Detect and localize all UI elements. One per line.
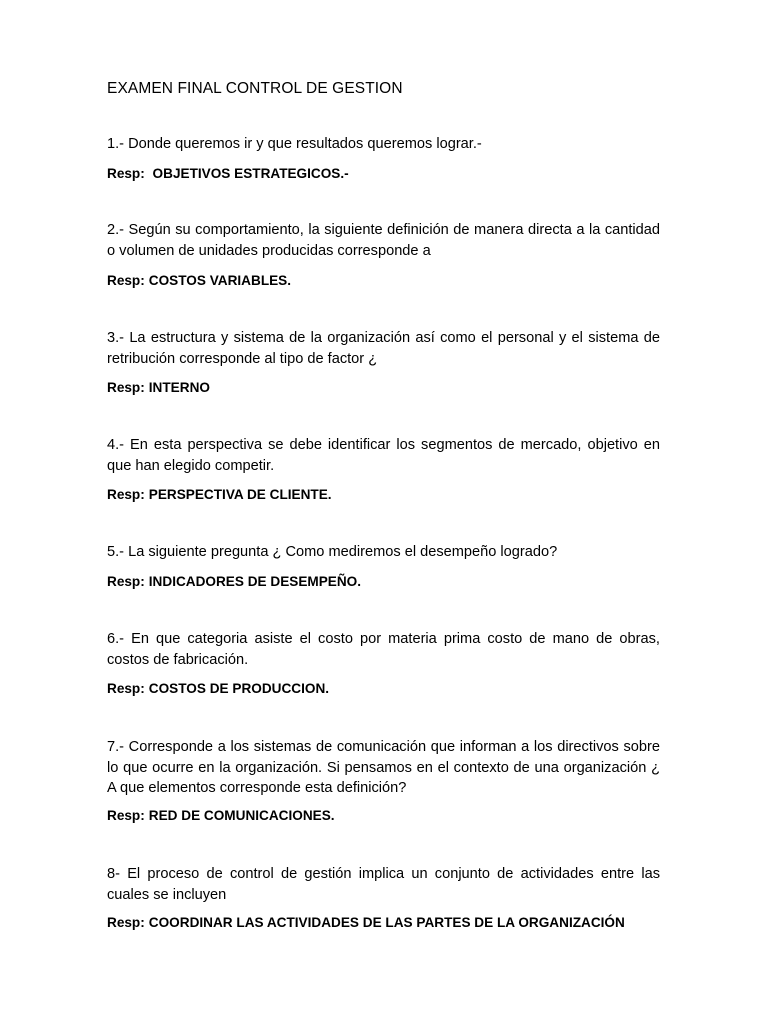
document-title: EXAMEN FINAL CONTROL DE GESTION	[107, 80, 403, 97]
answer-text: INTERNO	[148, 380, 210, 395]
resp-label: Resp:	[107, 681, 145, 696]
answer-2	[107, 272, 687, 290]
answer-text: COSTOS VARIABLES.	[148, 273, 292, 288]
question-2: 2.- Según su comportamiento, la siguiente definición de manera directa a la cantidad o volumen de unidades producidas corresponde a	[107, 222, 660, 259]
answer-4	[107, 486, 687, 504]
answer-5	[107, 573, 687, 591]
answer-7	[107, 807, 687, 825]
answer-8	[107, 914, 687, 932]
answer-3	[107, 379, 687, 397]
resp-label: Resp:	[107, 166, 149, 181]
resp-label: Resp:	[107, 574, 145, 589]
resp-label: Resp:	[107, 380, 145, 395]
question-5: 5.- La siguiente pregunta ¿ Como mediremos el desempeño logrado?	[107, 544, 558, 560]
answer-text: COORDINAR LAS ACTIVIDADES DE LAS PARTES DE LA ORGANIZACIÓN	[148, 915, 625, 930]
answer-1	[107, 165, 687, 183]
question-7: 7.- Corresponde a los sistemas de comunicación que informan a los directivos sobre lo que ocurre en la organización. Si pensamos en el contexto de una organización ¿ A que elementos corresponde esta definición?	[107, 739, 660, 796]
resp-label: Resp:	[107, 487, 145, 502]
resp-label: Resp:	[107, 273, 145, 288]
answer-text: PERSPECTIVA DE CLIENTE.	[148, 487, 332, 502]
question-1: 1.- Donde queremos ir y que resultados queremos lograr.-	[107, 136, 482, 152]
question-3: 3.- La estructura y sistema de la organización así como el personal y el sistema de retribución corresponde al tipo de factor ¿	[107, 330, 660, 367]
resp-label: Resp:	[107, 808, 145, 823]
answer-6	[107, 680, 687, 698]
question-6: 6.- En que categoria asiste el costo por materia prima costo de mano de obras, costos de fabricación.	[107, 631, 660, 668]
answer-text: COSTOS DE PRODUCCION.	[148, 681, 330, 696]
question-8: 8- El proceso de control de gestión implica un conjunto de actividades entre las cuales se incluyen	[107, 866, 660, 903]
resp-label: Resp:	[107, 915, 145, 930]
answer-text: OBJETIVOS ESTRATEGICOS.-	[152, 166, 349, 181]
question-4: 4.- En esta perspectiva se debe identificar los segmentos de mercado, objetivo en que han elegido competir.	[107, 437, 660, 474]
answer-text: RED DE COMUNICACIONES.	[148, 808, 335, 823]
answer-text: INDICADORES DE DESEMPEÑO.	[148, 574, 362, 589]
